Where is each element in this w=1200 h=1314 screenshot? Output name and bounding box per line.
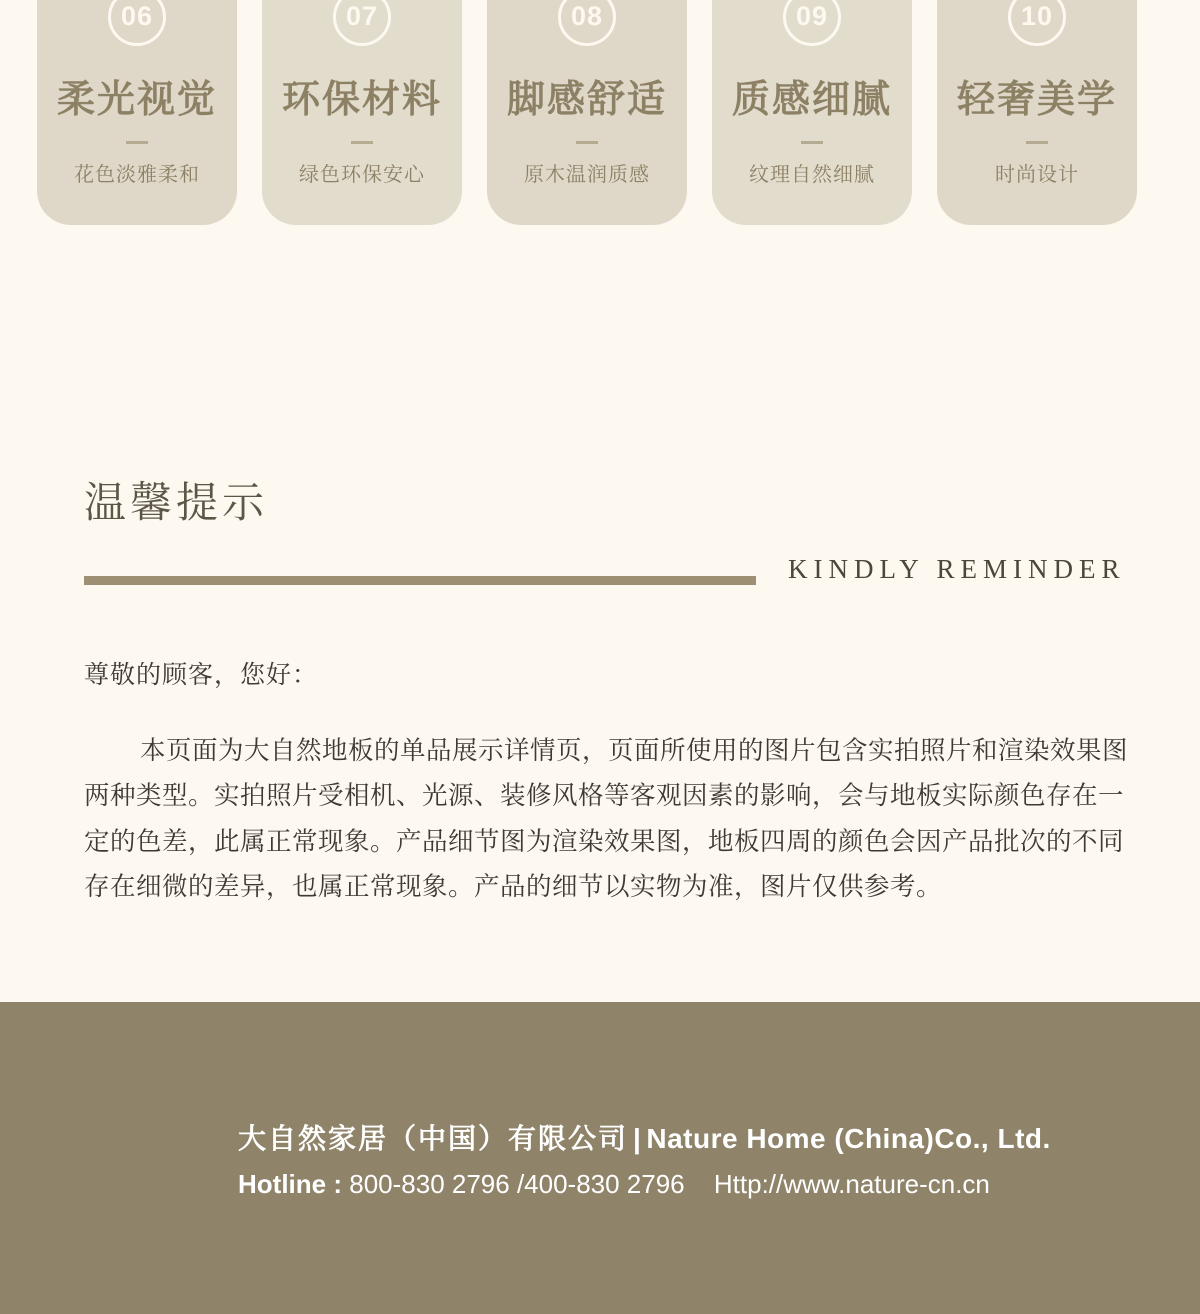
footer-contact-line <box>238 1169 1051 1200</box>
feature-subtitle: 花色淡雅柔和 <box>74 164 200 186</box>
feature-number-badge: 07 <box>333 0 391 46</box>
reminder-greeting: 尊敬的顾客，您好： <box>84 661 319 689</box>
feature-number-badge: 09 <box>783 0 841 46</box>
footer-divider: | <box>633 1123 642 1154</box>
feature-card <box>937 0 1137 225</box>
feature-divider <box>801 141 823 144</box>
website-link[interactable]: Http://www.nature-cn.cn <box>713 1169 990 1199</box>
accent-rule <box>84 576 756 585</box>
feature-card <box>37 0 237 225</box>
feature-title: 环保材料 <box>281 79 442 121</box>
feature-subtitle: 纹理自然细腻 <box>749 164 875 186</box>
reminder-body-text: 本页面为大自然地板的单品展示详情页，页面所使用的图片包含实拍照片和渲染效果图两种类型。实拍照片受相机、光源、装修风格等客观因素的影响，会与地板实际颜色存在一定的色差，此属正常现象。产品细节图为渲染效果图，地板四周的颜色会因产品批次的不同存在细微的差异，也属正常现象。产品的细节以实物为准，图片仅供参考。 <box>84 737 1129 902</box>
feature-subtitle: 绿色环保安心 <box>299 164 425 186</box>
feature-subtitle: 时尚设计 <box>995 164 1079 186</box>
feature-card <box>712 0 912 225</box>
feature-number-badge: 08 <box>558 0 616 46</box>
page-footer <box>0 1002 1200 1314</box>
hotline-number: 800-830 2796 /400-830 2796 <box>349 1169 685 1199</box>
feature-divider <box>1026 141 1048 144</box>
feature-title: 柔光视觉 <box>56 79 217 121</box>
section-title-rule-row <box>84 556 1134 585</box>
section-title-english: KINDLY REMINDER <box>788 554 1126 584</box>
feature-title: 轻奢美学 <box>956 79 1117 121</box>
feature-card <box>262 0 462 225</box>
hotline-label: Hotline : <box>238 1169 342 1199</box>
footer-company-line <box>238 1117 1051 1157</box>
feature-title: 质感细腻 <box>731 79 892 121</box>
feature-divider <box>351 141 373 144</box>
kindly-reminder-section <box>84 470 1134 936</box>
feature-card <box>487 0 687 225</box>
feature-divider <box>576 141 598 144</box>
footer-company-name-en: Nature Home (China)Co., Ltd. <box>646 1123 1051 1154</box>
feature-card-strip <box>37 0 1163 225</box>
feature-subtitle: 原木温润质感 <box>524 164 650 186</box>
feature-number-badge: 06 <box>108 0 166 46</box>
footer-content <box>238 1117 1051 1200</box>
feature-title: 脚感舒适 <box>506 79 667 121</box>
section-title: 温馨提示 <box>84 479 269 526</box>
feature-divider <box>126 141 148 144</box>
feature-number-badge: 10 <box>1008 0 1066 46</box>
footer-company-name-cn: 大自然家居（中国）有限公司 <box>238 1123 629 1154</box>
